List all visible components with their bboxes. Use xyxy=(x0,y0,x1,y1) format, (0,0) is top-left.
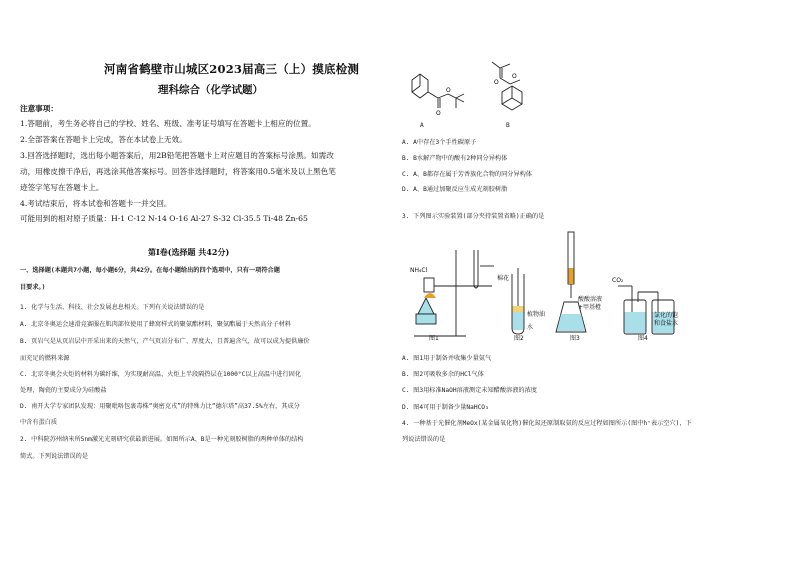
q1-line: B. 页岩气是从页岩层中开采出来的天然气，产气页岩分布广、厚度大，且普遍含气，故可以成为提供廉价 xyxy=(20,338,310,345)
section-intro: 一、选择题(本题共7小题，每小题6分，共42分。在每小题给出的四个选项中，只有一项符合题 xyxy=(20,267,280,274)
structure-b-diagram xyxy=(482,58,552,118)
figure-3-apparatus xyxy=(552,232,592,336)
notice-heading: 注意事项： xyxy=(20,104,58,113)
svg-text:O: O xyxy=(446,87,451,94)
label-a: A xyxy=(420,122,424,129)
notice-line: 3.回答选择题时，选出每小题答案后，用2B铅笔把答题卡上对应题目的答案标号涂黑。如需改 xyxy=(20,151,334,160)
notice-line: 动，用橡皮擦干净后，再选涂其他答案标号。回答非选择题时，将答案用0.5毫米及以上黑色笔 xyxy=(20,167,336,176)
reagent-label: +甲基橙 xyxy=(578,304,602,311)
q1-line: 处理，陶瓷的主要成分为硅酸盐 xyxy=(20,387,107,394)
figure-1-label: 图1 xyxy=(429,335,439,342)
q1-line: 而充足的燃料来源 xyxy=(20,355,70,362)
q1-line: 中含有蛋白质 xyxy=(20,419,58,426)
atomic-masses: 可能用到的相对原子质量：H-1 C-12 N-14 O-16 Al-27 S-32 Cl-35.5 Ti-48 Zn-65 xyxy=(20,214,308,223)
exam-subtitle: 理科综合（化学试题） xyxy=(158,84,263,96)
q2-stem: 简式。下列说法错误的是 xyxy=(20,453,89,460)
notice-line: 2.全部答案在答题卡上完成，答在本试卷上无效。 xyxy=(20,135,187,144)
sat-label: 和食盐水 xyxy=(654,320,679,327)
q2-option: D. A、B通过加聚反应生成光刻胶树脂 xyxy=(402,186,508,193)
q2-option: C. A、B都存在属于芳香族化合物的同分异构体 xyxy=(402,171,532,178)
svg-text:O: O xyxy=(494,79,499,86)
section-title: 第Ⅰ卷(选择题 共42分) xyxy=(148,247,230,257)
q3-option: A. 图1用于制备并收集少量氨气 xyxy=(402,355,492,362)
figure-1-apparatus xyxy=(406,242,511,342)
cotton-label: 棉花 xyxy=(497,275,510,282)
q2-stem: 2. 中科院苏州纳米所5nm激光光刻研究获最新进展。如图所示A、B是一种光刻胶树脂的两种单体的结构 xyxy=(20,436,304,443)
q1-line: A. 北京冬奥运会速滑竞赛服在肌肉部位使用了蜂窝样式的聚氨酯材料，聚氨酯属于天然高分子材料 xyxy=(20,321,292,328)
q1-line: C. 北京冬奥会火炬的材料为碳纤维，为实现耐高温，火炬上半段隔热层在1000°C以上高温中进行固化 xyxy=(20,371,302,378)
reagent-label: 酸酸溶液 xyxy=(578,296,603,303)
notice-line: 1.答题前，考生务必将自己的学校、姓名、班级、准考证号填写在答题卡上相应的位置。 xyxy=(20,119,316,128)
q3-stem: 3. 下列图示实验装置(部分夹持装置省略)正确的是 xyxy=(402,213,545,220)
figure-4-apparatus xyxy=(618,282,678,338)
oil-label: 植物油 xyxy=(527,311,546,318)
nh4cl-label: NH₄Cl xyxy=(410,267,428,274)
structure-a-diagram xyxy=(406,68,476,118)
q3-option: C. 图3用标准NaOH溶液测定未知醋酸溶液的浓度 xyxy=(402,387,537,394)
notice-line: 迹签字笔写在答题卡上。 xyxy=(20,183,104,192)
q3-option: D. 图4可用于制备少量NaHCO₃ xyxy=(402,404,489,411)
q1-stem: 1. 化学与生活、科技、社会发展息息相关。下列有关说法错误的是 xyxy=(20,304,205,311)
notice-line: 4.考试结束后，将本试卷和答题卡一并交回。 xyxy=(20,199,172,208)
figure-2-label: 图2 xyxy=(514,335,524,342)
svg-text:O: O xyxy=(512,73,517,80)
q2-option: B. B水解产物中的酸有2种同分异构体 xyxy=(402,155,508,162)
svg-text:O: O xyxy=(436,110,441,117)
q3-option: B. 图2可吸收多余的HCl气体 xyxy=(402,371,484,378)
section-intro: 目要求。) xyxy=(20,284,46,291)
q4-stem: 列说法错误的是 xyxy=(402,436,446,443)
q2-option: A. A中存在3个手性碳原子 xyxy=(402,139,477,146)
figure-3-label: 图3 xyxy=(570,335,580,342)
label-b: B xyxy=(506,122,510,129)
sat-label: 氯化的饱 xyxy=(654,312,679,319)
co2-label: CO₂ xyxy=(612,277,624,284)
exam-title: 河南省鹤壁市山城区2023届高三（上）摸底检测 xyxy=(104,62,360,76)
water-label: 水 xyxy=(527,324,534,331)
q1-line: D. 南开大学专家团队发现：用聚吡咯包裹毒株“奥密克戎”的特殊力比“德尔塔”高37.5%左右，其成分 xyxy=(20,403,300,410)
q4-stem: 4. 一种基于光催化剂MeOx(某金属氧化物)催化氮还原制取氨的反应过程如图所示(图中h⁺表示空穴)，下 xyxy=(402,420,692,427)
figure-4-label: 图4 xyxy=(638,335,648,342)
